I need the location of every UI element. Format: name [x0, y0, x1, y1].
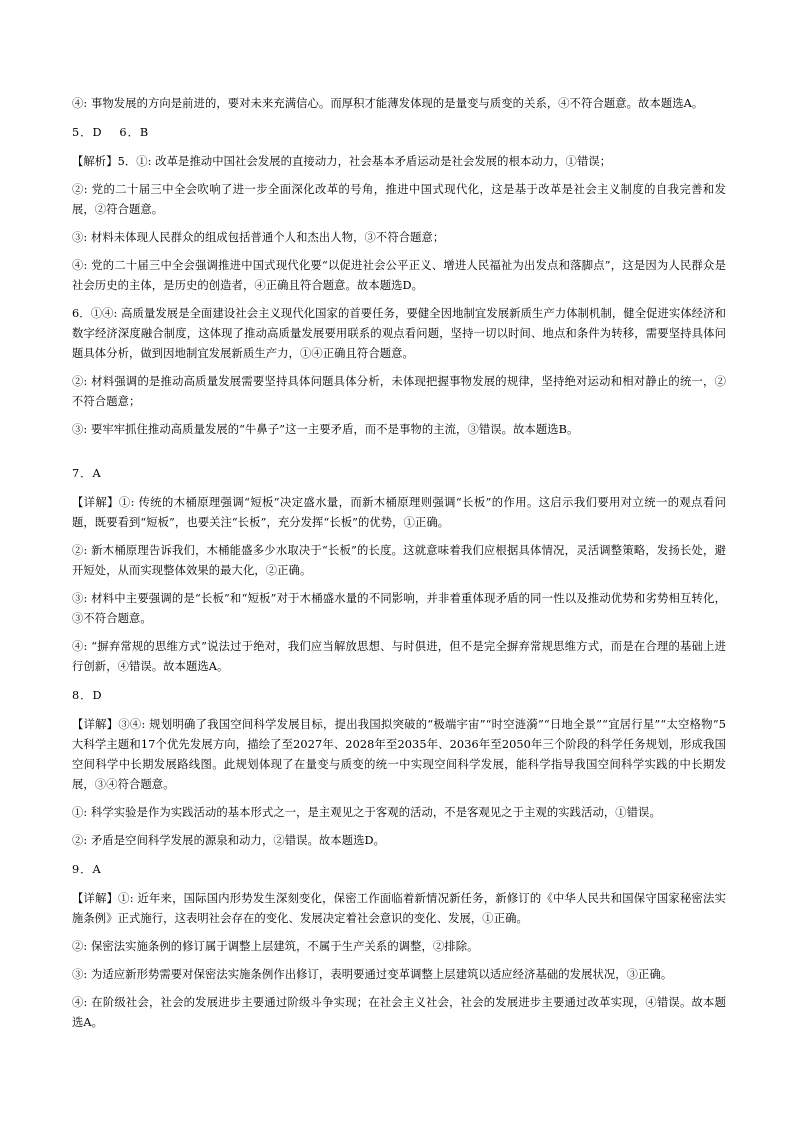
paragraph-q5-analysis-3: ③: 材料未体现人民群众的组成包括普通个人和杰出人物，③不符合题意；: [72, 231, 445, 244]
answer-line-5-6: 5．D 6．B: [72, 126, 150, 139]
paragraph-q9-detail-3: ③: 为适应新形势需要对保密法实施条例作出修订，表明要通过变革调整上层建筑以适应经济基础的发展状况，③正确。: [72, 968, 673, 981]
paragraph-q5-analysis-1: 【解析】5．①: 改革是推动中国社会发展的直接动力，社会基本矛盾运动是社会发展的根本动力，①错误；: [72, 155, 612, 168]
paragraph-q4-option4: ④: 事物发展的方向是前进的，要对未来充满信心。而厚积才能薄发体现的是量变与质变的关系，④不符合题意。故本题选A。: [72, 97, 704, 110]
paragraph-q7-detail-4: ④: “摒弃常规的思维方式”说法过于绝对，我们应当解放思想、与时俱进，但不是完全摒弃常规思维方式，而是在合理的基础上进行创新，④错误。故本题选A。: [72, 640, 726, 673]
answer-line-8: 8．D: [72, 689, 103, 702]
answer-page: [72, 94, 726, 1033]
answer-line-9: 9．A: [72, 863, 102, 876]
paragraph-q5-analysis-2: ②: 党的二十届三中全会吹响了进一步全面深化改革的号角，推进中国式现代化，这是基于改革是社会主义制度的自我完善和发展，②符合题意。: [72, 183, 726, 216]
paragraph-q9-detail-4: ④: 在阶级社会，社会的发展进步主要通过阶级斗争实现；在社会主义社会，社会的发展进步主要通过改革实现，④错误。故本题选A。: [72, 996, 726, 1029]
paragraph-q9-detail-1: 【详解】①: 近年来，国际国内形势发生深刻变化，保密工作面临着新情况新任务，新修订的《中华人民共和国保守国家秘密法实施条例》正式施行，这表明社会存在的变化、发展决定着社会意识的变化、发展，①正确。: [72, 892, 726, 925]
paragraph-q5-analysis-4: ④: 党的二十届三中全会强调推进中国式现代化要“以促进社会公平正义、增进人民福祉为出发点和落脚点”，这是因为人民群众是社会历史的主体，是历史的创造者，④正确且符合题意。故本题选D。: [72, 259, 726, 292]
paragraph-q6-analysis-1: 6．①④: 高质量发展是全面建设社会主义现代化国家的首要任务，要健全因地制宜发展新质生产力体制机制，健全促进实体经济和数字经济深度融合制度，这体现了推动高质量发展要用联系的观点看问题，坚持一切以时间、地点和条件为转移，需要坚持具体问题具体分析，做到因地制宜发展新质生产力，①④正确且符合题意。: [72, 307, 726, 360]
paragraph-q7-detail-2: ②: 新木桶原理告诉我们，木桶能盛多少水取决于“长板”的长度。这就意味着我们应根据具体情况，灵活调整策略，发扬长处，避开短处，从而实现整体效果的最大化，②正确。: [72, 544, 726, 577]
paragraph-q7-detail-1: 【详解】①: 传统的木桶原理强调“短板”决定盛水量，而新木桶原理则强调“长板”的作用。这启示我们要用对立统一的观点看问题，既要看到“短板”，也要关注“长板”，充分发挥“长板”的优势，①正确。: [72, 496, 726, 529]
paragraph-q8-detail-2: ①: 科学实验是作为实践活动的基本形式之一，是主观见之于客观的活动，不是客观见之于主观的实践活动，①错误。: [72, 806, 661, 819]
paragraph-q6-analysis-2: ②: 材料强调的是推动高质量发展需要坚持具体问题具体分析，未体现把握事物发展的规律，坚持绝对运动和相对静止的统一，②不符合题意；: [72, 375, 726, 408]
paragraph-q6-analysis-3: ③: 要牢牢抓住推动高质量发展的“牛鼻子”这一主要矛盾，而不是事物的主流，③错误。故本题选B。: [72, 423, 579, 436]
paragraph-q8-detail-3: ②: 矛盾是空间科学发展的源泉和动力，②错误。故本题选D。: [72, 834, 386, 847]
paragraph-q7-detail-3: ③: 材料中主要强调的是“长板”和“短板”对于木桶盛水量的不同影响，并非着重体现矛盾的同一性以及推动优势和劣势相互转化，③不符合题意。: [72, 592, 726, 625]
paragraph-q9-detail-2: ②: 保密法实施条例的修订属于调整上层建筑，不属于生产关系的调整，②排除。: [72, 940, 479, 953]
paragraph-q8-detail-1: 【详解】③④: 规划明确了我国空间科学发展目标，提出我国拟突破的“极端宇宙”“时空涟漪”“日地全景”“宜居行星”“太空格物”5大科学主题和17个优先发展方向，描绘了至2027年、2028年至2035年、2036年至2050年三个阶段的科学任务规划，形成我国空间科学中长期发展路线图。此规划体现了在量变与质变的统一中实现空间科学发展，能科学指导我国空间科学实践的中长期发展，③④符合题意。: [72, 718, 726, 791]
answer-line-7: 7．A: [72, 467, 102, 480]
